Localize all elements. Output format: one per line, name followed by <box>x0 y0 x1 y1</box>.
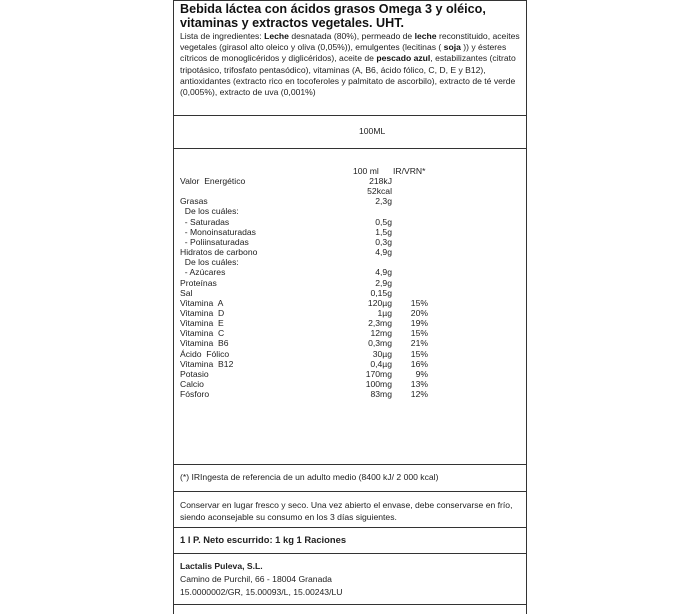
nutrient-label: Sal <box>180 287 193 298</box>
ingredient-text: desnatada (80%), permeado de <box>288 31 415 41</box>
nutrient-value: 0,4µg <box>370 358 392 369</box>
panel-right-border <box>526 0 527 614</box>
nutrient-value: 100mg <box>365 379 392 389</box>
nutrient-label: Proteínas <box>180 277 217 288</box>
net-weight: 1 l P. Neto escurrido: 1 kg 1 Raciones <box>180 534 347 545</box>
nutrient-label: Hidratos de carbono <box>180 247 258 258</box>
nutrient-value: 0,15g <box>370 287 392 298</box>
nutrient-ir-percent: 21% <box>410 338 428 349</box>
nutrient-ir-percent: 15% <box>410 348 428 359</box>
ingredient-text: , estabilizantes (citrato tripotásico, trifosfato pentasódico), vitaminas (A, B6, ácido fólico, C, D, E y B12), antioxidantes (extracto rico en tocoferoles y palmitato de ascorbilo), extracto de té verde (0,005%), extracto de uva (0,001%) <box>180 53 516 98</box>
ingredient-allergen: Leche <box>264 31 289 41</box>
ingredient-allergen: soja <box>443 42 461 53</box>
nutrient-value: 1,5g <box>375 226 392 237</box>
ingredient-allergen: pescado azul <box>376 53 431 64</box>
ingredient-text: )) y ésteres cítricos de monoglicéridos y diglicéridos), aceite de <box>180 42 507 64</box>
registry-numbers: 15.0000002/GR, 15.00093/L, 15.00243/LU <box>180 587 343 597</box>
panel-left-border <box>173 0 174 614</box>
nutrient-label: De los cuáles: <box>180 206 239 217</box>
storage-instructions: Conservar en lugar fresco y seco. Una vez abierto el envase, debe conservarse en frío, siendo aconsejable su consumo en los 3 días siguientes. <box>180 500 513 522</box>
table-header-per: 100 ml <box>353 166 379 176</box>
nutrient-ir-percent: 13% <box>410 379 428 389</box>
nutrient-ir-percent: 15% <box>410 328 428 339</box>
nutrient-label: Vitamina B6 <box>180 338 229 349</box>
nutrient-value: 0,3g <box>375 236 392 247</box>
nutrient-value: 1µg <box>377 307 392 318</box>
nutrient-value: 4,9g <box>375 267 392 278</box>
nutrient-ir-percent: 16% <box>410 358 428 369</box>
nutrient-label: Vitamina A <box>180 297 224 308</box>
nutrient-ir-percent: 9% <box>415 368 428 379</box>
divider-table <box>173 464 527 465</box>
bottom-border <box>173 604 527 605</box>
nutrient-label: Valor Energético <box>180 176 246 186</box>
nutrient-label: Fósforo <box>180 389 210 400</box>
nutrient-label: - Monoinsaturadas <box>180 226 256 237</box>
nutrient-value: 218kJ <box>369 176 392 186</box>
nutrient-value: 120µg <box>367 297 392 308</box>
company-address: Camino de Purchil, 66 - 18004 Granada <box>180 574 332 584</box>
nutrient-value: 0,3mg <box>368 338 392 349</box>
divider-ingredients <box>173 115 527 116</box>
nutrient-value: 4,9g <box>375 247 392 258</box>
nutrient-label: Calcio <box>180 379 204 389</box>
divider-portion <box>173 148 527 149</box>
divider-storage <box>173 527 527 528</box>
nutrient-label: Potasio <box>180 368 209 379</box>
nutrient-ir-percent: 19% <box>410 318 428 329</box>
ingredient-text: reconstituido, aceites vegetales (girasol alto oleico y oliva (0,05%)), emulgentes (lecitinas ( <box>180 31 520 53</box>
nutrient-value: 12mg <box>370 328 392 339</box>
reference-footnote: (*) IRIngesta de referencia de un adulto medio (8400 kJ/ 2 000 kcal) <box>180 472 439 482</box>
nutrient-label: Grasas <box>180 196 208 207</box>
nutrient-label: - Poliinsaturadas <box>180 236 249 247</box>
nutrient-label: Vitamina B12 <box>180 358 234 369</box>
nutrient-value: 2,3g <box>375 196 392 207</box>
divider-net <box>173 553 527 554</box>
nutrient-label: Vitamina D <box>180 307 225 318</box>
table-header-ir: IR/VRN* <box>393 166 426 176</box>
product-title: Bebida láctea con ácidos grasos Omega 3 y oléico, vitaminas y extractos vegetales. UHT. <box>180 2 486 30</box>
nutrient-label: Vitamina E <box>180 318 224 329</box>
nutrient-value: 0,5g <box>375 216 392 227</box>
nutrient-value: 2,3mg <box>368 318 392 329</box>
nutrient-ir-percent: 15% <box>410 297 428 308</box>
nutrient-label: Ácido Fólico <box>180 348 230 359</box>
nutrient-value: 30µg <box>372 348 392 359</box>
nutrient-value: 83mg <box>370 389 392 400</box>
nutrient-label: Vitamina C <box>180 328 225 339</box>
ingredient-allergen: leche <box>414 31 437 41</box>
nutrient-ir-percent: 20% <box>410 307 428 318</box>
divider-footnote <box>173 491 527 492</box>
top-border <box>173 0 527 1</box>
nutrient-label: - Saturadas <box>180 216 230 227</box>
product-label-panel <box>173 0 527 614</box>
ingredients-list <box>180 31 525 98</box>
portion-size: 100ML <box>359 126 386 136</box>
nutrient-label: De los cuáles: <box>180 257 239 268</box>
ingredient-text: Lista de ingredientes: <box>180 31 265 41</box>
nutrient-value: 52kcal <box>367 186 392 197</box>
nutrient-ir-percent: 12% <box>410 389 428 400</box>
company-name: Lactalis Puleva, S.L. <box>180 561 263 571</box>
nutrient-value: 170mg <box>365 368 392 379</box>
nutrition-row <box>180 389 480 400</box>
nutrient-label: - Azúcares <box>180 267 226 278</box>
nutrient-value: 2,9g <box>375 277 392 288</box>
